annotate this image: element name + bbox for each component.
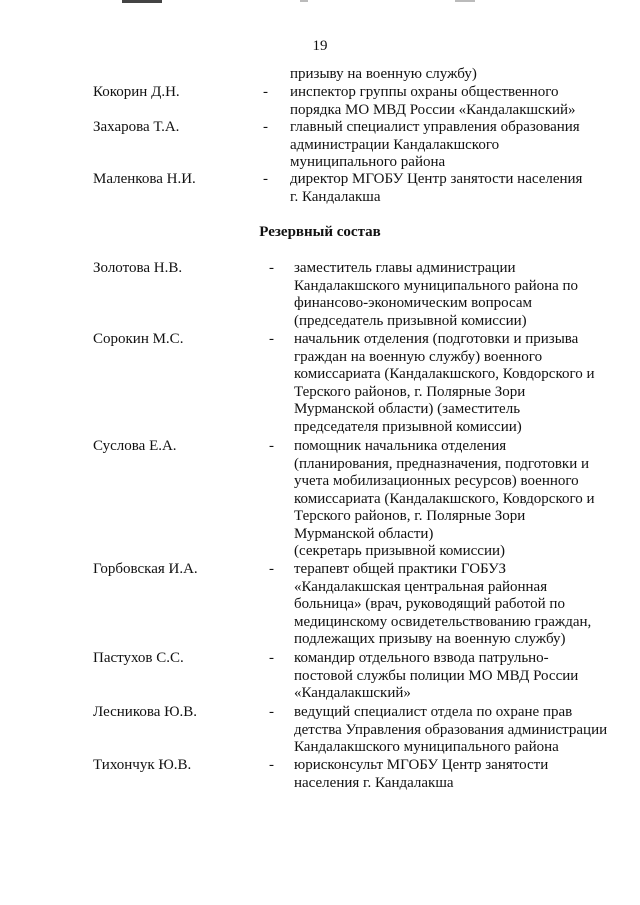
- position-line: граждан на военную службу) военного: [294, 348, 543, 365]
- dash-separator: -: [269, 331, 274, 347]
- scan-artifact: [122, 0, 162, 3]
- member-name: Маленкова Н.И.: [93, 171, 196, 187]
- position-line: (планирования, предназначения, подготовки и: [294, 455, 590, 472]
- member-position: [294, 331, 595, 436]
- position-line: «Кандалакшский»: [294, 685, 411, 701]
- position-line: главный специалист управления образования: [290, 119, 580, 135]
- position-line: призыву на военную службу): [290, 66, 477, 82]
- position-line: порядка МО МВД России «Кандалакшский»: [290, 101, 576, 118]
- position-line: ведущий специалист отдела по охране прав: [294, 704, 573, 720]
- member-position: [290, 84, 576, 119]
- member-name: Кокорин Д.Н.: [93, 84, 180, 100]
- position-line: (председатель призывной комиссии): [294, 312, 527, 329]
- member-position: [294, 561, 591, 649]
- dash-separator: -: [269, 561, 274, 577]
- position-line: заместитель главы администрации: [294, 260, 516, 276]
- member-name: Сорокин М.С.: [93, 331, 184, 347]
- member-position: [294, 438, 595, 561]
- position-line: юрисконсульт МГОБУ Центр занятости: [294, 757, 549, 773]
- member-name: Горбовская И.А.: [93, 561, 198, 577]
- position-line: (секретарь призывной комиссии): [294, 543, 505, 559]
- position-line: учета мобилизационных ресурсов) военного: [294, 473, 579, 489]
- position-line: Кандалакшского муниципального района по: [294, 277, 579, 294]
- member-position: [294, 650, 578, 703]
- position-line: администрации Кандалакшского: [290, 136, 500, 153]
- position-line: директор МГОБУ Центр занятости населения: [290, 171, 583, 187]
- position-line: инспектор группы охраны общественного: [290, 84, 559, 100]
- position-line: финансово-экономическим вопросам: [294, 295, 532, 311]
- position-line: помощник начальника отделения: [294, 438, 507, 454]
- position-line: Кандалакшского муниципального района: [294, 739, 559, 755]
- position-line: комиссариата (Кандалакшского, Ковдорского и: [294, 366, 595, 382]
- member-position: [294, 757, 548, 792]
- position-line: командир отдельного взвода патрульно-: [294, 650, 549, 666]
- page-number: 19: [312, 38, 328, 54]
- scan-artifact: [455, 0, 475, 2]
- dash-separator: -: [263, 119, 268, 135]
- member-name: Лесникова Ю.В.: [93, 704, 198, 720]
- dash-separator: -: [269, 438, 274, 454]
- scan-artifact: [300, 0, 308, 2]
- member-position: [294, 704, 607, 757]
- position-line: больница» (врач, руководящий работой по: [294, 596, 565, 612]
- dash-separator: -: [263, 171, 268, 187]
- member-position: [290, 119, 580, 172]
- member-name: Захарова Т.А.: [93, 119, 180, 135]
- member-position: [294, 260, 578, 330]
- position-line: Терского районов, г. Полярные Зори: [294, 383, 526, 400]
- position-line: начальник отделения (подготовки и призыва: [294, 331, 579, 347]
- position-line: постовой службы полиции МО МВД России: [294, 667, 579, 684]
- member-name: Тихончук Ю.В.: [93, 757, 192, 773]
- position-line: Терского районов, г. Полярные Зори: [294, 508, 526, 524]
- position-line: комиссариата (Кандалакшского, Ковдорского и: [294, 490, 595, 507]
- dash-separator: -: [269, 260, 274, 276]
- member-name: Золотова Н.В.: [93, 260, 183, 276]
- position-line: детства Управления образования администрации: [294, 721, 608, 738]
- position-line: подлежащих призыву на военную службу): [294, 631, 566, 647]
- position-line: г. Кандалакша: [290, 188, 381, 205]
- dash-separator: -: [269, 704, 274, 720]
- position-line: Мурманской области) (заместитель: [294, 401, 521, 417]
- member-name: Пастухов С.С.: [93, 650, 184, 666]
- position-line: населения г. Кандалакша: [294, 774, 454, 791]
- position-line: терапевт общей практики ГОБУЗ: [294, 561, 507, 577]
- position-line: Мурманской области): [294, 525, 434, 542]
- dash-separator: -: [263, 84, 268, 100]
- position-line: муниципального района: [290, 154, 446, 170]
- position-line: «Кандалакшская центральная районная: [294, 578, 548, 595]
- position-line: медицинскому освидетельствованию граждан,: [294, 613, 592, 630]
- member-name: Суслова Е.А.: [93, 438, 177, 454]
- reserve-section-title: Резервный состав: [259, 224, 381, 240]
- dash-separator: -: [269, 650, 274, 666]
- position-line: председателя призывной комиссии): [294, 418, 522, 435]
- member-position: [290, 171, 582, 206]
- member-position: [290, 66, 477, 84]
- dash-separator: -: [269, 757, 274, 773]
